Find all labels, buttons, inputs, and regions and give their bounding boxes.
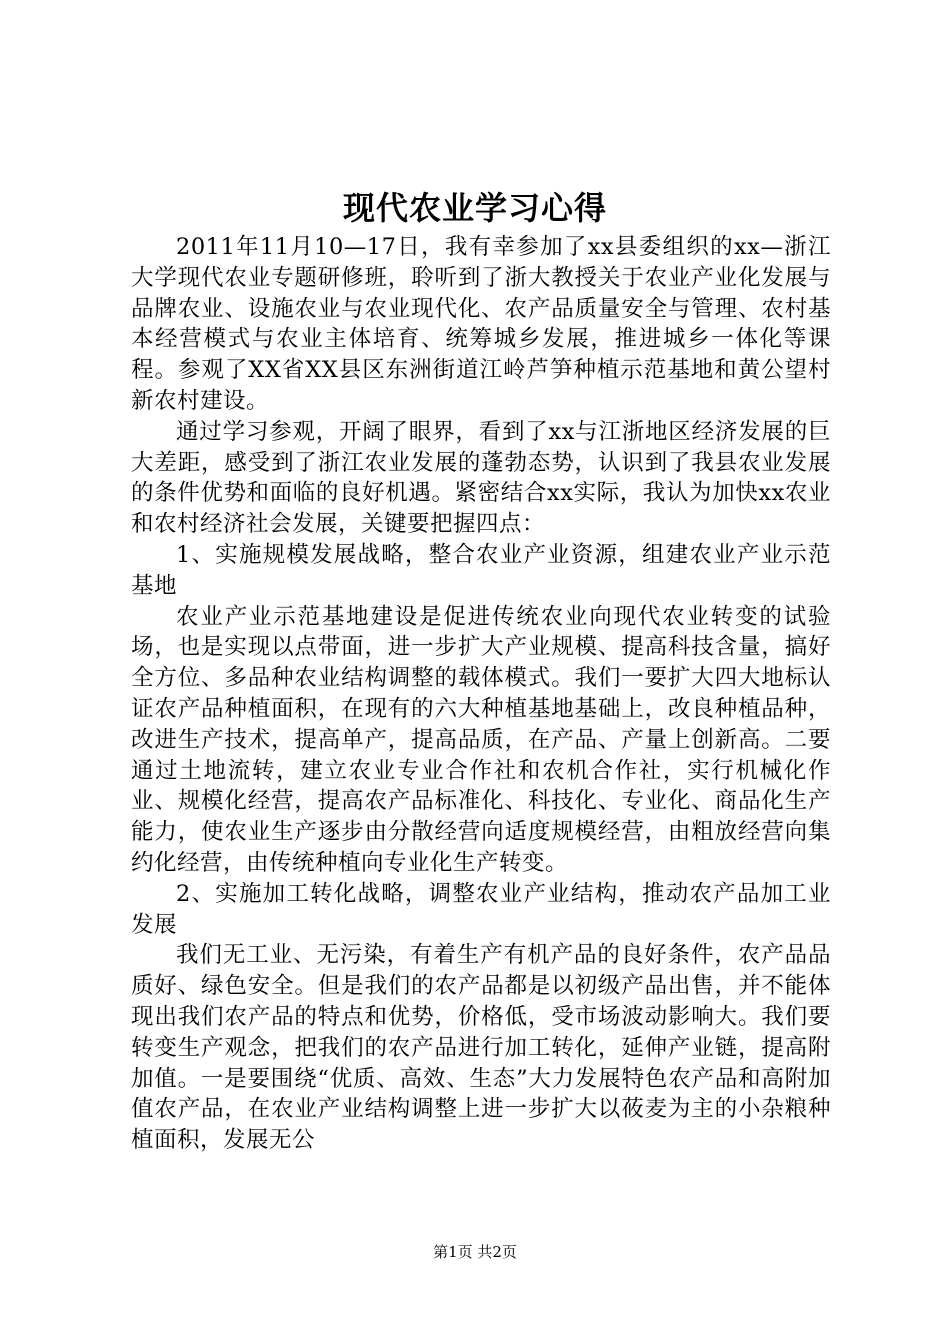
section-heading: 2、实施加工转化战略，调整农业产业结构，推动农产品加工业发展 xyxy=(131,880,831,938)
paragraph: 我们无工业、无污染，有着生产有机产品的良好条件，农产品品质好、绿色安全。但是我们的农产品都是以初级产品出售，并不能体现出我们农产品的特点和优势，价格低，受市场波动影响大。我们要转变生产观念，把我们的农产品进行加工转化，延伸产业链，提高附加值。一是要围绕“优质、高效、生态”大力发展特色农产品和高附加值农产品，在农业产业结构调整上进一步扩大以莜麦为主的小杂粮种植面积，发展无公 xyxy=(131,942,831,1154)
paragraph: 通过学习参观，开阔了眼界，看到了xx与江浙地区经济发展的巨大差距，感受到了浙江农业发展的蓬勃态势，认识到了我县农业发展的条件优势和面临的良好机遇。紧密结合xx实际，我认为加快xx农业和农村经济社会发展，关键要把握四点： xyxy=(131,418,831,538)
paragraph: 2011年11月10—17日，我有幸参加了xx县委组织的xx—浙江大学现代农业专题研修班，聆听到了浙大教授关于农业产业化发展与品牌农业、设施农业与农业现代化、农产品质量安全与管理、农村基本经营模式与农业主体培育、统筹城乡发展，推进城乡一体化等课程。参观了XX省XX县区东洲街道江岭芦笋种植示范基地和黄公望村新农村建设。 xyxy=(131,234,831,414)
section-heading: 1、实施规模发展战略，整合农业产业资源，组建农业产业示范基地 xyxy=(131,541,831,599)
document-title: 现代农业学习心得 xyxy=(342,189,607,227)
paragraph: 农业产业示范基地建设是促进传统农业向现代农业转变的试验场，也是实现以点带面，进一步扩大产业规模、提高科技含量，搞好全方位、多品种农业结构调整的载体模式。我们一要扩大四大地标认证农产品种植面积，在现有的六大种植基地基础上，改良种植品种，改进生产技术，提高单产，提高品质，在产品、产量上创新高。二要通过土地流转，建立农业专业合作社和农机合作社，实行机械化作业、规模化经营，提高农产品标准化、科技化、专业化、商品化生产能力，使农业生产逐步由分散经营向适度规模经营，由粗放经营向集约化经营，由传统种植向专业化生产转变。 xyxy=(131,603,831,876)
page-footer: 第1页 共2页 xyxy=(433,1243,517,1261)
document-body xyxy=(131,232,831,1156)
